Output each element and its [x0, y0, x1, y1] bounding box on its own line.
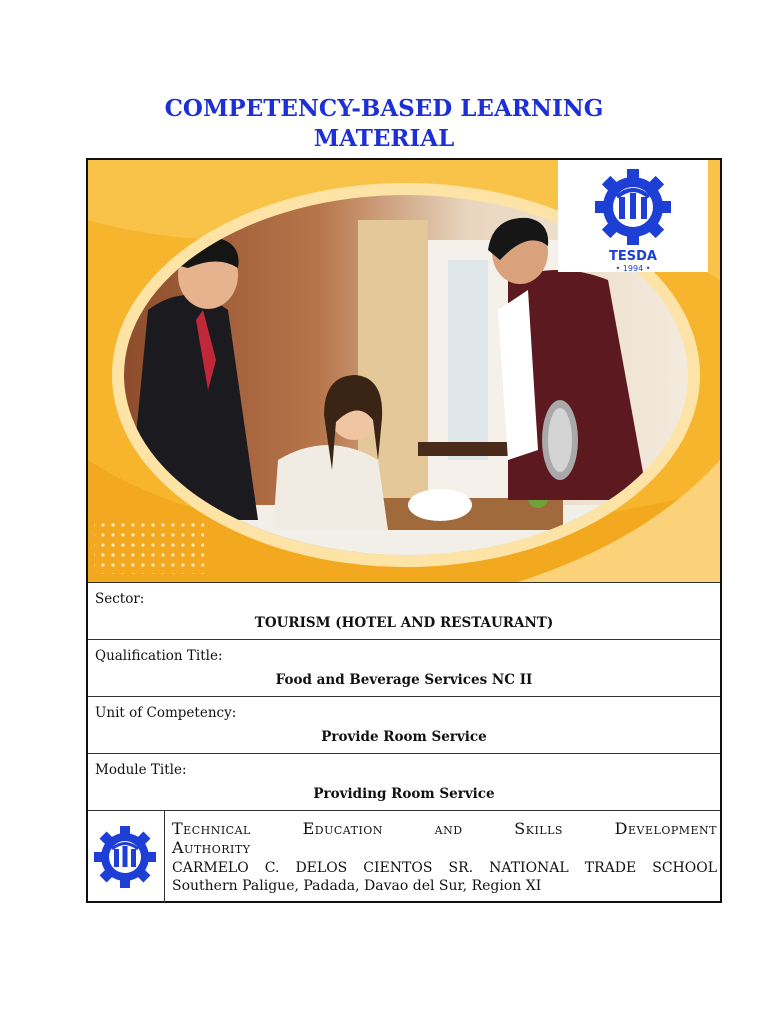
cover-frame	[86, 158, 722, 903]
tesda-logo-year: • 1994 •	[615, 264, 651, 273]
footer	[88, 810, 720, 903]
school-name: CARMELO C. DELOS CIENTOS SR. NATIONAL TRADE SCHOOL	[172, 860, 717, 876]
authority-line-1: Technical Education and Skills Development	[172, 819, 717, 838]
module-row	[88, 753, 720, 810]
authority-line-2: Authority	[172, 838, 251, 857]
qualification-label: Qualification Title:	[95, 648, 223, 664]
tesda-logo-name: TESDA	[609, 249, 657, 264]
tesda-logo-icon	[88, 811, 164, 903]
sector-row	[88, 582, 720, 639]
school-address: Southern Paligue, Padada, Davao del Sur, Region XI	[172, 878, 542, 894]
footer-logo-cell	[88, 811, 165, 903]
qualification-value: Food and Beverage Services NC II	[275, 672, 533, 688]
sector-value: TOURISM (HOTEL AND RESTAURANT)	[254, 615, 554, 631]
qualification-row	[88, 639, 720, 696]
competency-row	[88, 696, 720, 753]
module-label: Module Title:	[95, 762, 187, 778]
sector-label: Sector:	[95, 591, 145, 607]
competency-label: Unit of Competency:	[95, 705, 237, 721]
title-line-1: COMPETENCY-BASED LEARNING	[164, 95, 604, 122]
title-line-2: MATERIAL	[313, 125, 455, 152]
document-title	[0, 94, 768, 154]
module-value: Providing Room Service	[313, 786, 495, 802]
footer-text	[172, 819, 717, 895]
competency-value: Provide Room Service	[321, 729, 487, 745]
cover-illustration	[88, 160, 720, 582]
tesda-gear-icon	[578, 168, 688, 246]
tesda-logo-top	[578, 168, 688, 273]
